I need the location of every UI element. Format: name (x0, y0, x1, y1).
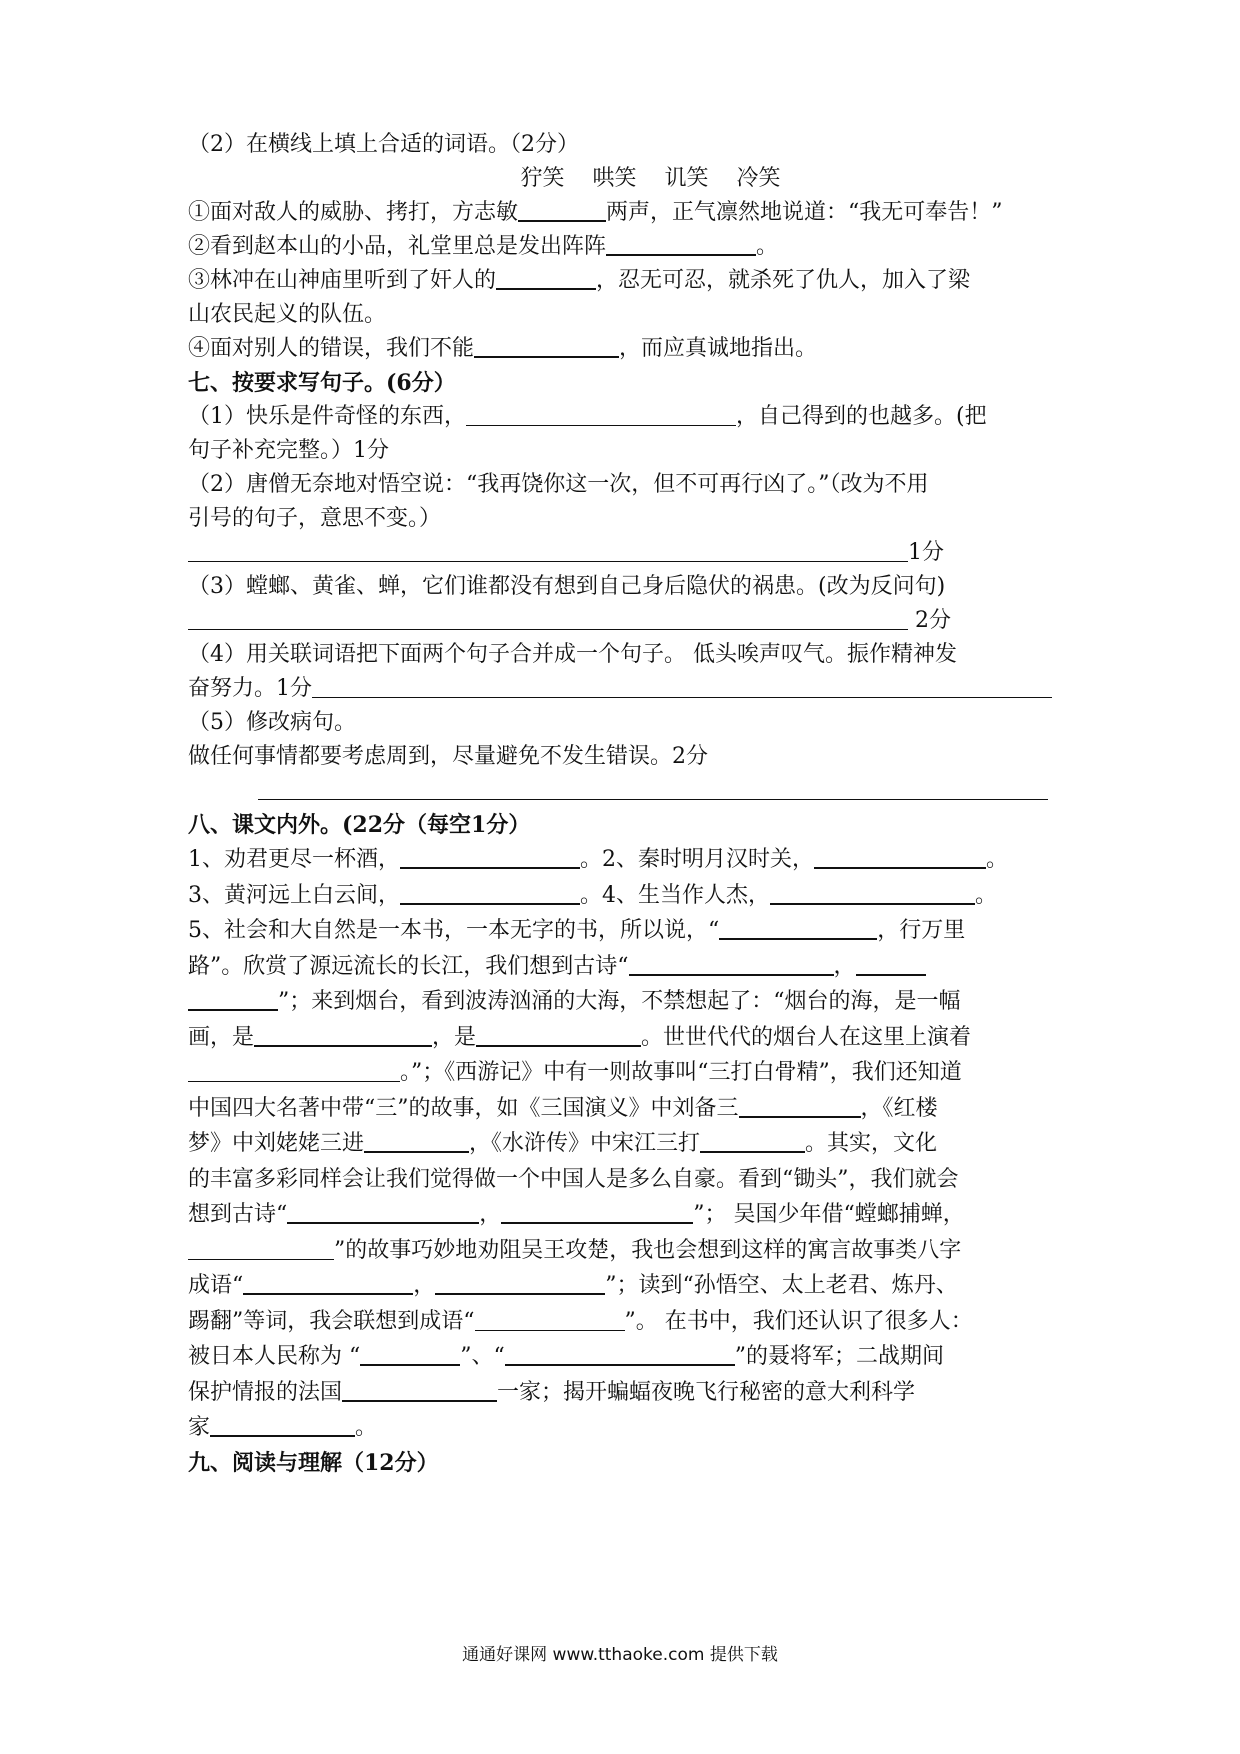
answer-blank[interactable] (188, 989, 278, 1011)
s8-line-11 (188, 1197, 1073, 1233)
s6-l4-text: ④面对别人的错误，我们不能 (188, 336, 475, 361)
s8-text: ， (413, 1273, 436, 1298)
s6-line-3c: 山农民起义的队伍。 (188, 302, 387, 327)
s6-line-3 (188, 264, 1073, 298)
s8-text: ， (479, 1202, 502, 1227)
word-1: 狞笑 (520, 166, 565, 191)
s7-q2-answer (188, 536, 1073, 570)
s8-line-13 (188, 1268, 1073, 1304)
s8-text: ”； 吴国少年借“螳螂捕蝉， (693, 1202, 965, 1227)
s8-text: 画，是 (188, 1024, 255, 1050)
score-label: 1分 (908, 540, 944, 565)
s6-l1-text: ①面对敌人的威胁、拷打，方志敏 (188, 200, 519, 225)
s8-line-6 (188, 1020, 1073, 1056)
answer-blank[interactable] (496, 268, 596, 290)
answer-blank[interactable] (360, 1344, 460, 1366)
word-2: 哄笑 (592, 166, 637, 191)
section-8-title: 八、课文内外。(22分（每空1分） (188, 812, 531, 838)
s6-line-1 (188, 196, 1073, 230)
answer-blank[interactable] (629, 954, 834, 976)
s8-line-9 (188, 1126, 1073, 1162)
answer-blank[interactable] (719, 918, 877, 940)
answer-blank[interactable] (770, 883, 975, 905)
s8-text: 被日本人民称为 “ (188, 1344, 361, 1369)
s6-l2-text-b: 。 (756, 234, 779, 259)
answer-blank[interactable] (505, 1344, 735, 1366)
answer-blank[interactable] (856, 954, 926, 976)
answer-blank[interactable] (501, 1202, 693, 1224)
s7-q1-text: （1）快乐是件奇怪的东西， (188, 404, 466, 429)
answer-blank[interactable] (475, 1310, 625, 1331)
s8-text: 。世世代代的烟台人在这里上演着 (641, 1024, 972, 1050)
s8-text: ，《水浒传》中宋江三打 (469, 1131, 701, 1156)
s8-text: 保护情报的法国 (188, 1379, 343, 1405)
answer-blank[interactable] (739, 1096, 861, 1118)
s8-line-4 (188, 949, 1073, 985)
answer-blank[interactable] (518, 200, 606, 222)
s8-text: 一家；揭开蝙蝠夜晚飞行秘密的意大利科学 (497, 1379, 916, 1405)
s6-l1-text-b: 两声，正气凛然地说道：“我无可奉告！” (606, 200, 1003, 225)
answer-line[interactable] (312, 677, 1052, 698)
s8-text: 中国四大名著中带“三”的故事，如《三国演义》中刘备三 (188, 1095, 739, 1121)
answer-blank[interactable] (476, 1025, 641, 1047)
s8-text: ， (833, 953, 856, 979)
page-footer: 通通好课网 www.tthaoke.com 提供下载 (462, 1645, 778, 1665)
score-label: 2分 (915, 608, 951, 633)
answer-blank[interactable] (287, 1202, 479, 1224)
s8-text: 成语“ (188, 1273, 244, 1298)
s8-text: 梦》中刘姥姥三进 (188, 1131, 365, 1156)
s8-line-16 (188, 1375, 1073, 1411)
s8-line-5 (188, 984, 1073, 1020)
s6-l3-text: ③林冲在山神庙里听到了奸人的 (188, 268, 497, 293)
answer-blank[interactable] (188, 1061, 400, 1082)
s8-line-1 (188, 842, 1073, 878)
s7-q3: （3）螳螂、黄雀、蝉，它们谁都没有想到自己身后隐伏的祸患。(改为反问句) (188, 574, 946, 599)
answer-blank[interactable] (364, 1131, 469, 1153)
word-4: 冷笑 (736, 166, 781, 191)
answer-blank[interactable] (400, 883, 580, 905)
s8-line-14 (188, 1304, 1073, 1340)
s7-q5-answer (188, 774, 1073, 808)
s8-text: 想到古诗“ (188, 1202, 288, 1227)
s7-q4: （4）用关联词语把下面两个句子合并成一个句子。 低头唉声叹气。振作精神发 (188, 642, 957, 667)
s7-q5: （5）修改病句。 (188, 710, 356, 735)
s8-text: 。其实，文化 (805, 1131, 938, 1156)
s8-text: 5、社会和大自然是一本书，一本无字的书，所以说，“ (188, 918, 720, 943)
s8-text: 踢翻”等词，我会联想到成语“ (188, 1308, 475, 1334)
answer-blank[interactable] (210, 1415, 355, 1437)
s8-text: 。 (975, 882, 998, 908)
answer-blank[interactable] (188, 1239, 334, 1260)
s8-text: 。”；《西游记》中有一则故事叫“三打白骨精”，我们还知道 (400, 1060, 962, 1085)
answer-line[interactable] (258, 779, 1048, 800)
answer-line[interactable] (188, 541, 908, 562)
s8-text: 1、劝君更尽一杯酒， (188, 847, 400, 872)
s6-line-2 (188, 230, 1073, 264)
s8-line-17 (188, 1410, 1073, 1446)
answer-blank[interactable] (435, 1273, 605, 1295)
s8-text: ，《红楼 (860, 1095, 938, 1121)
s7-q1-text-b: ，自己得到的也越多。(把 (736, 404, 987, 429)
s8-line-8 (188, 1091, 1073, 1127)
s8-line-2 (188, 878, 1073, 914)
s6-q2-title: （2）在横线上填上合适的词语。（2分） (188, 132, 579, 157)
s7-q5b: 做任何事情都要考虑周到，尽量避免不发生错误。2分 (188, 744, 708, 769)
answer-line[interactable] (188, 609, 908, 630)
s8-text: 。 (355, 1415, 378, 1440)
s8-text: 。 (986, 847, 1009, 872)
s8-text: 。4、生当作人杰， (580, 882, 770, 908)
answer-blank[interactable] (814, 847, 986, 869)
s8-text: ”。 在书中，我们还认识了很多人： (624, 1308, 973, 1334)
s8-line-15 (188, 1339, 1073, 1375)
s6-line-4 (188, 332, 1073, 366)
exam-page (188, 128, 1073, 1480)
answer-blank[interactable] (342, 1380, 497, 1402)
s7-q3-answer (188, 604, 1073, 638)
s6-l2-text: ②看到赵本山的小品，礼堂里总是发出阵阵 (188, 234, 607, 259)
answer-blank[interactable] (466, 405, 736, 426)
s7-q2: （2）唐僧无奈地对悟空说：“我再饶你这一次，但不可再行凶了。”（改为不用 (188, 472, 929, 497)
s7-q1 (188, 400, 1073, 434)
word-3: 讥笑 (664, 166, 709, 191)
s8-text: ”；来到烟台，看到波涛汹涌的大海，不禁想起了：“烟台的海，是一幅 (278, 989, 961, 1014)
s7-q1c: 句子补充完整。）1分 (188, 438, 389, 463)
s8-text: 路”。欣赏了源远流长的长江，我们想到古诗“ (188, 953, 629, 979)
s6-l3-text-b: ，忍无可忍，就杀死了仇人，加入了梁 (596, 268, 971, 293)
s8-line-3 (188, 913, 1073, 949)
section-7-title: 七、按要求写句子。(6分） (188, 370, 456, 396)
s6-l4-text-b: ，而应真诚地指出。 (619, 336, 818, 361)
s8-line-10: 的丰富多彩同样会让我们觉得做一个中国人是多么自豪。看到“锄头”，我们就会 (188, 1166, 959, 1192)
answer-blank[interactable] (254, 1025, 432, 1047)
s8-text: ，行万里 (877, 918, 966, 943)
s8-line-7 (188, 1055, 1073, 1091)
s7-q2b: 引号的句子，意思不变。） (188, 506, 442, 531)
s8-line-12 (188, 1233, 1073, 1269)
answer-blank[interactable] (700, 1131, 805, 1153)
s8-text: 。2、秦时明月汉时关， (580, 847, 814, 872)
s8-text: 家 (188, 1415, 211, 1440)
s8-text: ，是 (432, 1024, 477, 1050)
answer-blank[interactable] (400, 847, 580, 869)
answer-blank[interactable] (474, 336, 619, 358)
s8-text: ”的聂将军；二战期间 (734, 1344, 944, 1369)
s8-text: ”、“ (460, 1344, 505, 1369)
s8-text: ”的故事巧妙地劝阻吴王攻楚，我也会想到这样的寓言故事类八字 (334, 1237, 962, 1263)
answer-blank[interactable] (243, 1273, 413, 1295)
s8-text: ”；读到“孙悟空、太上老君、炼丹、 (605, 1273, 958, 1298)
s8-text: 3、黄河远上白云间， (188, 882, 400, 908)
section-9-title: 九、阅读与理解（12分） (188, 1449, 439, 1476)
s7-q4b (188, 672, 1073, 706)
word-bank (188, 162, 1073, 196)
s7-q4b-text: 奋努力。1分 (188, 676, 312, 701)
answer-blank[interactable] (606, 234, 756, 256)
